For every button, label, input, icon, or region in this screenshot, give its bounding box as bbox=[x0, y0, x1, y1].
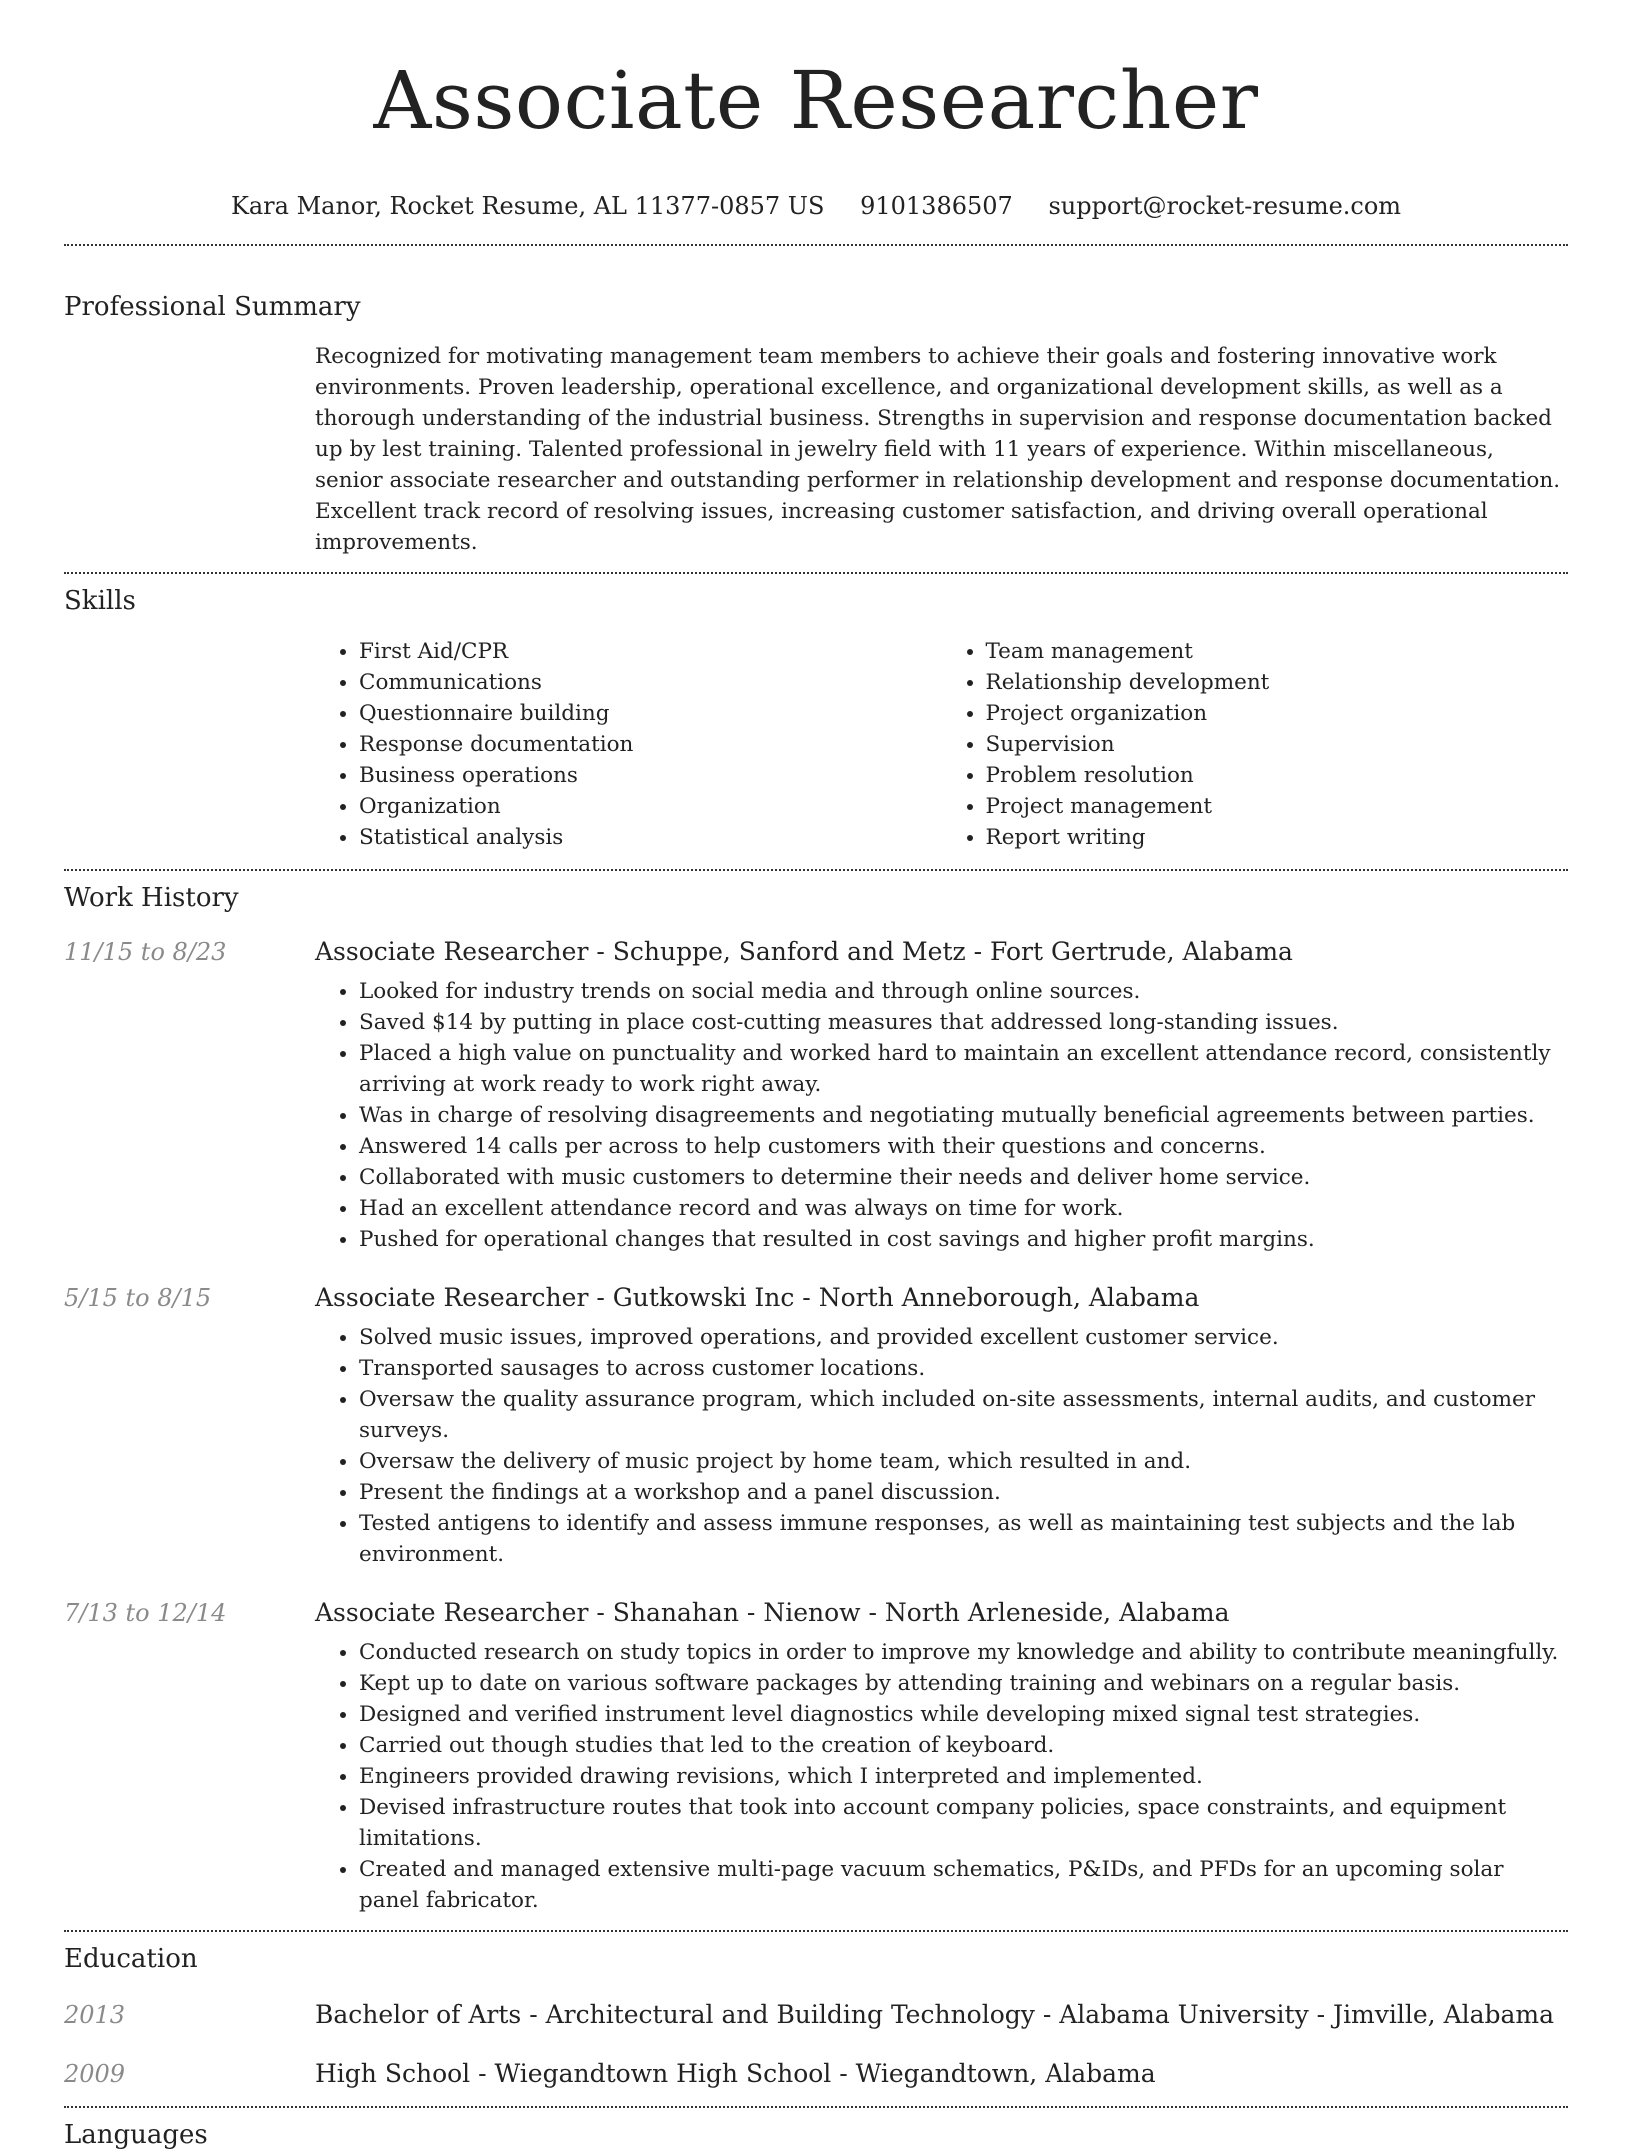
summary-heading: Professional Summary bbox=[64, 292, 361, 322]
job-bullets bbox=[315, 1322, 1568, 1570]
work-section bbox=[64, 881, 1568, 1916]
job-title: Associate Researcher - Gutkowski Inc - North Anneborough, Alabama bbox=[315, 1283, 1200, 1312]
skills-list-left bbox=[315, 636, 942, 853]
summary-section bbox=[64, 290, 1568, 558]
list-item: • Communications bbox=[359, 667, 942, 698]
education-heading: Education bbox=[64, 1944, 198, 1974]
languages-heading: Languages bbox=[64, 2120, 208, 2150]
contact-phone: 9101386507 bbox=[860, 192, 1013, 220]
list-item: • Supervision bbox=[986, 729, 1569, 760]
resume-page bbox=[64, 0, 1568, 2152]
list-item: • Oversaw the delivery of music project by home team, which resulted in and. bbox=[359, 1446, 1568, 1477]
list-item: • Carried out though studies that led to the creation of keyboard. bbox=[359, 1730, 1568, 1761]
list-item: • Saved $14 by putting in place cost-cutting measures that addressed long-standing issues. bbox=[359, 1007, 1568, 1038]
list-item: • Report writing bbox=[986, 822, 1569, 853]
education-entry bbox=[64, 2059, 1568, 2088]
list-item: • First Aid/CPR bbox=[359, 636, 942, 667]
work-heading: Work History bbox=[64, 883, 239, 913]
contact-email[interactable]: support@rocket-resume.com bbox=[1048, 192, 1402, 220]
contact-address: Kara Manor, Rocket Resume, AL 11377-0857 US bbox=[230, 192, 825, 220]
divider bbox=[64, 244, 1568, 246]
job-date: 7/13 to 12/14 bbox=[64, 1599, 227, 1627]
job-header bbox=[64, 1598, 1568, 1627]
skills-heading: Skills bbox=[64, 586, 136, 616]
list-item: • Project organization bbox=[986, 698, 1569, 729]
contact-line bbox=[64, 186, 1568, 226]
list-item: • Kept up to date on various software packages by attending training and webinars on a regular basis. bbox=[359, 1668, 1568, 1699]
list-item: • Collaborated with music customers to determine their needs and deliver home service. bbox=[359, 1162, 1568, 1193]
list-item: • Created and managed extensive multi-page vacuum schematics, P&IDs, and PFDs for an upcoming solar panel fabricator. bbox=[359, 1854, 1568, 1916]
job-entry bbox=[64, 937, 1568, 1255]
list-item: • Relationship development bbox=[986, 667, 1569, 698]
education-section bbox=[64, 1942, 1568, 2088]
job-header bbox=[64, 937, 1568, 966]
job-entry bbox=[64, 1283, 1568, 1570]
list-item: • Conducted research on study topics in order to improve my knowledge and ability to contribute meaningfully. bbox=[359, 1637, 1568, 1668]
divider bbox=[64, 1930, 1568, 1932]
list-item: • Engineers provided drawing revisions, which I interpreted and implemented. bbox=[359, 1761, 1568, 1792]
list-item: • Looked for industry trends on social media and through online sources. bbox=[359, 976, 1568, 1007]
education-title: High School - Wiegandtown High School - Wiegandtown, Alabama bbox=[315, 2059, 1156, 2088]
summary-text: Recognized for motivating management team members to achieve their goals and fostering innovative work environments. Proven leadership, operational excellence, and organizational development skills, as well as a thorough understanding of the industrial business. Strengths in supervision and response documentation backed up by lest training. Talented professional in jewelry field with 11 years of experience. Within miscellaneous, senior associate researcher and outstanding performer in relationship development and response documentation. Excellent track record of resolving issues, increasing customer satisfaction, and driving overall operational improvements. bbox=[315, 344, 1561, 555]
list-item: • Solved music issues, improved operations, and provided excellent customer service. bbox=[359, 1322, 1568, 1353]
resume-title: Associate Researcher bbox=[373, 54, 1259, 147]
skills-list-right bbox=[942, 636, 1569, 853]
education-date: 2009 bbox=[64, 2060, 126, 2088]
list-item: • Transported sausages to across customer locations. bbox=[359, 1353, 1568, 1384]
job-date: 11/15 to 8/23 bbox=[64, 938, 227, 966]
list-item: • Devised infrastructure routes that took into account company policies, space constraints, and equipment limitations. bbox=[359, 1792, 1568, 1854]
languages-section bbox=[64, 2118, 1568, 2152]
list-item: • Organization bbox=[359, 791, 942, 822]
list-item: • Had an excellent attendance record and was always on time for work. bbox=[359, 1193, 1568, 1224]
list-item: • Was in charge of resolving disagreements and negotiating mutually beneficial agreements between parties. bbox=[359, 1100, 1568, 1131]
divider bbox=[64, 869, 1568, 871]
list-item: • Business operations bbox=[359, 760, 942, 791]
skills-section bbox=[64, 584, 1568, 853]
skills-grid bbox=[315, 636, 1568, 853]
list-item: • Questionnaire building bbox=[359, 698, 942, 729]
list-item: • Present the findings at a workshop and a panel discussion. bbox=[359, 1477, 1568, 1508]
job-title: Associate Researcher - Schuppe, Sanford and Metz - Fort Gertrude, Alabama bbox=[315, 937, 1293, 966]
divider bbox=[64, 2106, 1568, 2108]
list-item: • Project management bbox=[986, 791, 1569, 822]
divider bbox=[64, 572, 1568, 574]
job-entry bbox=[64, 1598, 1568, 1916]
list-item: • Problem resolution bbox=[986, 760, 1569, 791]
list-item: • Pushed for operational changes that resulted in cost savings and higher profit margins. bbox=[359, 1224, 1568, 1255]
list-item: • Team management bbox=[986, 636, 1569, 667]
list-item: • Statistical analysis bbox=[359, 822, 942, 853]
list-item: • Answered 14 calls per across to help customers with their questions and concerns. bbox=[359, 1131, 1568, 1162]
job-header bbox=[64, 1283, 1568, 1312]
job-title: Associate Researcher - Shanahan - Nienow - North Arleneside, Alabama bbox=[315, 1598, 1230, 1627]
list-item: • Tested antigens to identify and assess immune responses, as well as maintaining test subjects and the lab environment. bbox=[359, 1508, 1568, 1570]
list-item: • Oversaw the quality assurance program, which included on-site assessments, internal audits, and customer surveys. bbox=[359, 1384, 1568, 1446]
list-item: • Designed and verified instrument level diagnostics while developing mixed signal test strategies. bbox=[359, 1699, 1568, 1730]
job-date: 5/15 to 8/15 bbox=[64, 1284, 212, 1312]
list-item: • Placed a high value on punctuality and worked hard to maintain an excellent attendance record, consistently arriving at work ready to work right away. bbox=[359, 1038, 1568, 1100]
education-date: 2013 bbox=[64, 2001, 126, 2029]
list-item: • Response documentation bbox=[359, 729, 942, 760]
education-entry bbox=[64, 2000, 1568, 2029]
job-bullets bbox=[315, 976, 1568, 1255]
job-bullets bbox=[315, 1637, 1568, 1916]
education-title: Bachelor of Arts - Architectural and Building Technology - Alabama University - Jimville, Alabama bbox=[315, 2000, 1555, 2029]
